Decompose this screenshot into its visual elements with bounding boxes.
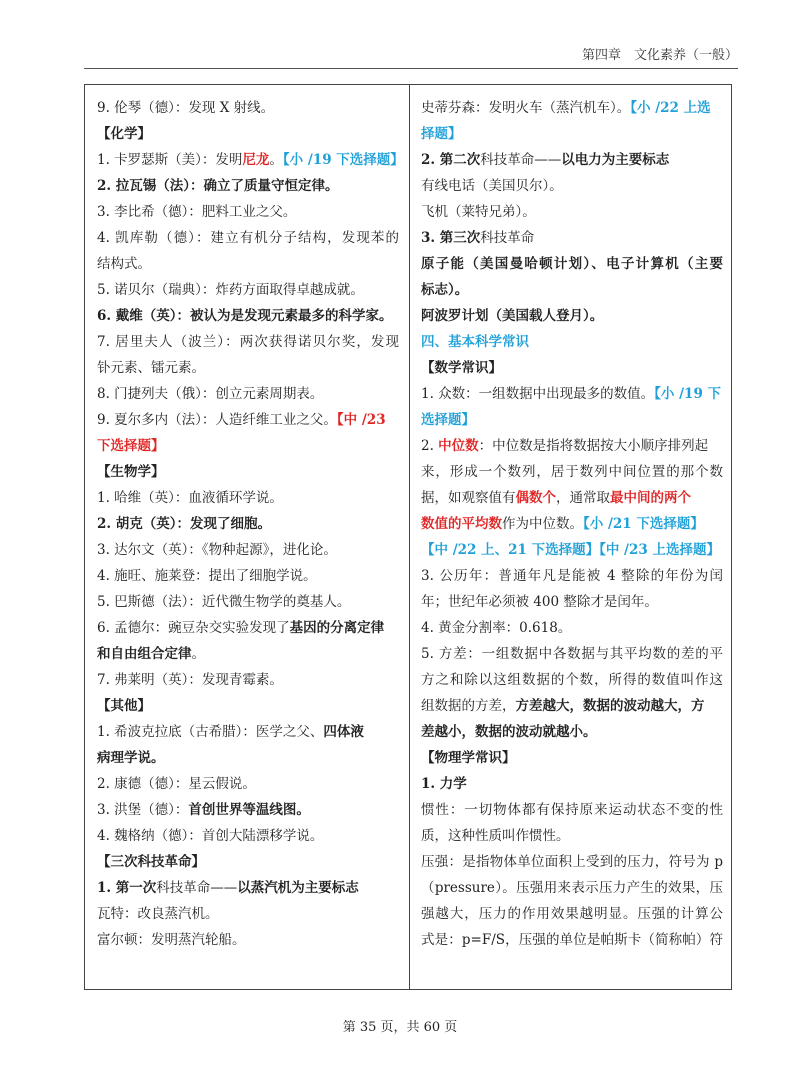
text-line [421,667,723,693]
text-line [421,173,723,199]
text-segment: 偶数个 [515,490,556,506]
text-line [421,589,723,615]
text-line [97,147,404,173]
text-segment: 3. 达尔文（英）：《物种起源》，进化论。 [97,542,337,558]
text-segment: 5. 巴斯德（法）：近代微生物学的奠基人。 [97,594,351,610]
text-line [421,823,723,849]
text-segment: 压强：是指物体单位面积上受到的压力，符号为 p [421,854,723,870]
text-line [97,303,399,329]
text-line [421,537,723,563]
text-line [421,563,723,589]
text-line [421,459,723,485]
text-segment: 四、基本科学常识 [421,334,529,350]
text-segment: 2. 第二次 [421,152,481,168]
text-segment: 选择题】 [421,412,475,428]
text-segment: 最中间的两个 [610,490,691,506]
text-line [97,329,399,355]
text-segment: 惯性：一切物体都有保持原来运动状态不变的性 [421,802,723,818]
text-segment: 3. 公历年：普通年凡是能被 4 整除的年份为闰 [421,568,723,584]
text-line [421,771,723,797]
page-header: 第四章 文化素养（一般） [581,48,738,63]
text-segment: 4. 魏格纳（德）：首创大陆漂移学说。 [97,828,324,844]
text-segment: 4. 黄金分割率：0.618。 [421,620,572,636]
text-segment: 【中 /22 上、21 下选择题】【中 /23 上选择题】 [421,542,720,558]
text-segment: 首创世界等温线图。 [188,802,310,818]
text-line [421,901,723,927]
text-segment: 2. 康德（德）：星云假说。 [97,776,256,792]
text-line [421,615,723,641]
text-segment: 年；世纪年必须被 400 整除才是闰年。 [421,594,658,610]
text-segment: 以电力为主要标志 [561,152,670,168]
text-segment: 3. 洪堡（德）： [97,802,189,818]
text-line [421,797,723,823]
text-line [421,355,723,381]
text-segment: 差越小，数据的波动就越小。 [421,724,597,740]
text-segment: 阿波罗计划（美国载人登月）。 [421,308,604,324]
text-segment: 1. 哈维（英）：血液循环学说。 [97,490,283,506]
text-segment: 【其他】 [97,698,151,714]
text-segment: 作为中位数。 [502,516,583,532]
header-rule [84,68,738,69]
text-segment: 科技革命—— [156,880,238,896]
text-segment: 【中 /23 [336,412,386,428]
left-column [97,95,404,953]
text-segment: 【物理学常识】 [421,750,516,766]
text-line [97,771,399,797]
text-line [97,121,399,147]
text-segment: 来，形成一个数列，居于数列中间位置的那个数 [421,464,723,480]
text-segment: 据，如观察值有 [421,490,516,506]
text-line [97,849,399,875]
text-segment: 3. 李比希（德）：肥料工业之父。 [97,204,297,220]
text-line [97,823,399,849]
text-segment: 5. 方差：一组数据中各数据与其平均数的差的平 [421,646,723,662]
text-segment: 原子能（美国曼哈顿计划）、电子计算机（主要 [421,256,723,272]
text-line [97,537,399,563]
text-line [421,745,723,771]
text-line [97,875,399,901]
text-line [97,511,399,537]
text-line [421,329,723,355]
text-segment: 飞机（莱特兄弟）。 [421,204,536,220]
text-segment: 中位数 [438,438,479,454]
text-line [421,407,723,433]
text-line [421,641,723,667]
text-segment: 6. 戴维（英）：被认为是发现元素最多的科学家。 [97,308,393,324]
text-line [421,303,723,329]
text-line [97,407,399,433]
text-segment: 【小 /22 上选 [630,100,711,116]
text-segment: 方之和除以这组数据的个数，所得的数值叫作这 [421,672,723,688]
text-segment: 数值的平均数 [421,516,502,532]
text-line [421,433,723,459]
text-segment: 标志）。 [421,282,469,298]
text-segment: 基因的分离定律 [289,620,385,636]
text-segment: 3. 第三次 [421,230,481,246]
text-segment: 1. 第一次 [97,880,157,896]
text-line [97,745,399,771]
text-segment: 【小 /19 下选择题】 [282,152,404,168]
text-segment: 钋元素、镭元素。 [97,360,205,376]
text-segment: 9. 夏尔多内（法）：人造纤维工业之父。 [97,412,337,428]
text-segment: 科技革命 [480,230,535,246]
text-segment: 2. 拉瓦锡（法）：确立了质量守恒定律。 [97,178,339,194]
text-line [97,797,399,823]
text-line [97,667,399,693]
text-segment: 。 [269,152,283,168]
text-line [97,485,399,511]
text-segment: （pressure）。压强用来表示压力产生的效果，压 [421,880,723,896]
text-segment: 2. 胡克（英）：发现了细胞。 [97,516,272,532]
text-line [421,147,723,173]
text-line [421,719,723,745]
content-table [84,84,732,990]
page-footer: 第 35 页，共 60 页 [342,1020,458,1035]
text-segment: 7. 居里夫人（波兰）：两次获得诺贝尔奖，发现 [97,334,399,350]
text-line [97,589,399,615]
text-segment: 6. 孟德尔：豌豆杂交实验发现了 [97,620,290,636]
text-line [421,199,723,225]
text-line [421,95,723,121]
text-segment: ，通常取 [556,490,610,506]
text-line [421,381,723,407]
text-segment: 择题】 [421,126,462,142]
text-segment: 【三次科技革命】 [97,854,205,870]
text-segment: 组数据的方差， [421,698,516,714]
text-segment: 1. 希波克拉底（古希腊）：医学之父、 [97,724,324,740]
text-segment: 和自由组合定律 [97,646,192,662]
text-segment: 【化学】 [97,126,151,142]
text-segment: 尼龙 [242,152,270,168]
text-segment: 瓦特：改良蒸汽机。 [97,906,219,922]
text-line [97,459,399,485]
text-line [421,511,723,537]
text-segment: 5. 诺贝尔（瑞典）：炸药方面取得卓越成就。 [97,282,364,298]
text-segment: 4. 凯库勒（德）：建立有机分子结构，发现苯的 [97,230,399,246]
text-segment: ：中位数是指将数据按大小顺序排列起 [478,438,709,454]
text-segment: 1. 力学 [421,776,467,792]
text-segment: 富尔顿：发明蒸汽轮船。 [97,932,246,948]
text-line [97,225,399,251]
text-line [97,927,399,953]
text-segment: 以蒸汽机为主要标志 [237,880,359,896]
right-column [421,95,723,953]
text-line [421,121,723,147]
text-line [421,693,723,719]
text-line [97,199,399,225]
text-segment: 强越大，压力的作用效果越明显。压强的计算公 [421,906,723,922]
text-segment: 下选择题】 [97,438,165,454]
text-line [421,875,723,901]
text-segment: 。 [191,646,205,662]
text-segment: 方差越大，数据的波动越大，方 [515,698,705,714]
text-segment: 结构式。 [97,256,151,272]
text-segment: 史蒂芬森：发明火车（蒸汽机车）。 [421,100,631,116]
text-line [97,615,399,641]
text-segment: 有线电话（美国贝尔）。 [421,178,563,194]
text-segment: 科技革命—— [480,152,562,168]
text-segment: 四体液 [323,724,364,740]
text-segment: 7. 弗莱明（英）：发现青霉素。 [97,672,283,688]
text-line [421,485,723,511]
text-segment: 1. 卡罗瑟斯（美）：发明 [97,152,243,168]
text-segment: 8. 门捷列夫（俄）：创立元素周期表。 [97,386,324,402]
text-line [97,641,399,667]
text-segment: 2. [421,438,439,454]
text-segment: 【生物学】 [97,464,165,480]
text-segment: 【数学常识】 [421,360,502,376]
text-line [97,693,399,719]
text-line [97,381,399,407]
text-line [421,225,723,251]
text-line [97,173,399,199]
text-line [97,251,399,277]
text-segment: 【小 /19 下 [654,386,722,402]
text-line [421,277,723,303]
text-segment: 9. 伦琴（德）：发现 X 射线。 [97,100,275,116]
text-segment: 4. 施旺、施莱登：提出了细胞学说。 [97,568,317,584]
text-line [97,95,399,121]
text-segment: 式是：p=F/S，压强的单位是帕斯卡（简称帕）符 [421,932,723,948]
text-line [97,563,399,589]
text-line [421,251,723,277]
text-line [97,433,399,459]
text-line [97,355,399,381]
text-line [421,927,723,953]
text-segment: 【小 /21 下选择题】 [583,516,704,532]
text-line [97,901,399,927]
text-line [97,719,399,745]
text-segment: 1. 众数：一组数据中出现最多的数值。 [421,386,655,402]
text-segment: 病理学说。 [97,750,165,766]
text-segment: 质，这种性质叫作惯性。 [421,828,570,844]
text-line [421,849,723,875]
column-divider [409,85,410,989]
text-line [97,277,399,303]
